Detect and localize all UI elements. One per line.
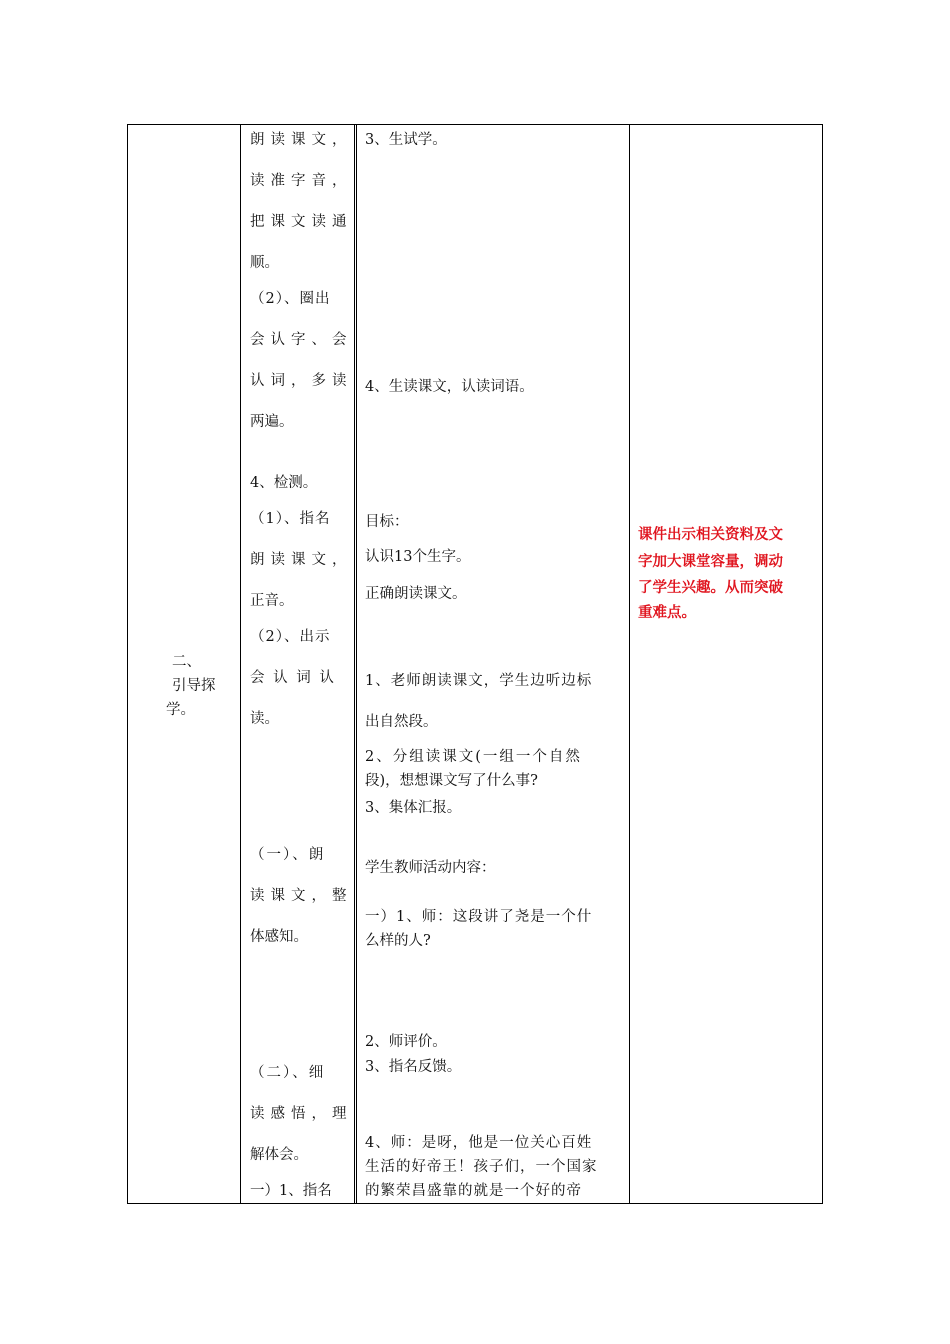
activity-text: 3、指名反馈。 — [365, 1059, 462, 1075]
activity-text: 出自然段。 — [365, 714, 438, 730]
step-text: 读课文，整 — [250, 888, 353, 904]
stage-label-line: 学。 — [166, 702, 195, 718]
column-divider — [629, 125, 630, 1203]
activity-text: 3、集体汇报。 — [365, 800, 462, 816]
step-text: （1）、指名 — [250, 511, 331, 527]
step-text: （2）、出示 — [250, 629, 331, 645]
activity-text: 段)，想想课文写了什么事? — [365, 773, 538, 789]
step-text: 读感悟，理 — [250, 1106, 353, 1122]
design-note-line: 课件出示相关资料及文 — [638, 527, 783, 543]
step-text: 读准字音， — [250, 173, 353, 189]
design-note-line: 了学生兴趣。从而突破 — [638, 580, 783, 596]
activity-text: 正确朗读课文。 — [365, 586, 467, 602]
step-text: （一）、朗 — [250, 847, 326, 863]
step-text: 解体会。 — [250, 1147, 308, 1163]
activity-text: 4、生读课文，认读词语。 — [365, 379, 534, 395]
step-text: 会 认 词 认 — [250, 670, 336, 686]
activity-text: 生活的好帝王！孩子们，一个国家 — [365, 1159, 598, 1175]
step-text: （二）、细 — [250, 1065, 326, 1081]
step-text: 把课文读通 — [250, 214, 353, 230]
step-text: 两遍。 — [250, 414, 294, 430]
activity-text: 目标： — [365, 514, 409, 530]
activity-text: 2、分组读课文(一组一个自然 — [365, 749, 582, 765]
activity-text: 的繁荣昌盛靠的就是一个好的帝 — [365, 1183, 582, 1199]
activity-text: 2、师评价。 — [365, 1034, 447, 1050]
step-text: 体感知。 — [250, 929, 308, 945]
design-note-line: 字加大课堂容量，调动 — [638, 554, 783, 570]
step-text: 顺。 — [250, 255, 279, 271]
column-divider — [354, 125, 357, 1203]
stage-label-line: 二、 — [172, 654, 201, 670]
activity-text: 么样的人? — [365, 933, 431, 949]
activity-text: 学生教师活动内容： — [365, 860, 496, 876]
step-text: （2）、圈出 — [250, 291, 331, 307]
lesson-table — [127, 124, 823, 1204]
stage-label-line: 引导探 — [172, 678, 216, 694]
column-divider — [240, 125, 241, 1203]
activity-text: 3、生试学。 — [365, 132, 447, 148]
design-note-line: 重难点。 — [638, 605, 696, 621]
step-text: 正音。 — [250, 593, 294, 609]
activity-text: 认识13个生字。 — [365, 549, 471, 565]
step-text: 一）1、指名 — [250, 1183, 332, 1199]
step-text: 会认字、会 — [250, 332, 353, 348]
step-text: 读。 — [250, 711, 279, 727]
step-text: 朗读课文， — [250, 132, 353, 148]
activity-text: 4、师：是呀，他是一位关心百姓 — [365, 1135, 593, 1151]
activity-text: 1、老师朗读课文，学生边听边标 — [365, 673, 593, 689]
step-text: 4、检测。 — [250, 475, 318, 491]
activity-text: 一）1、师：这段讲了尧是一个什 — [365, 909, 593, 925]
step-text: 认词，多读 — [250, 373, 353, 389]
step-text: 朗读课文， — [250, 552, 353, 568]
